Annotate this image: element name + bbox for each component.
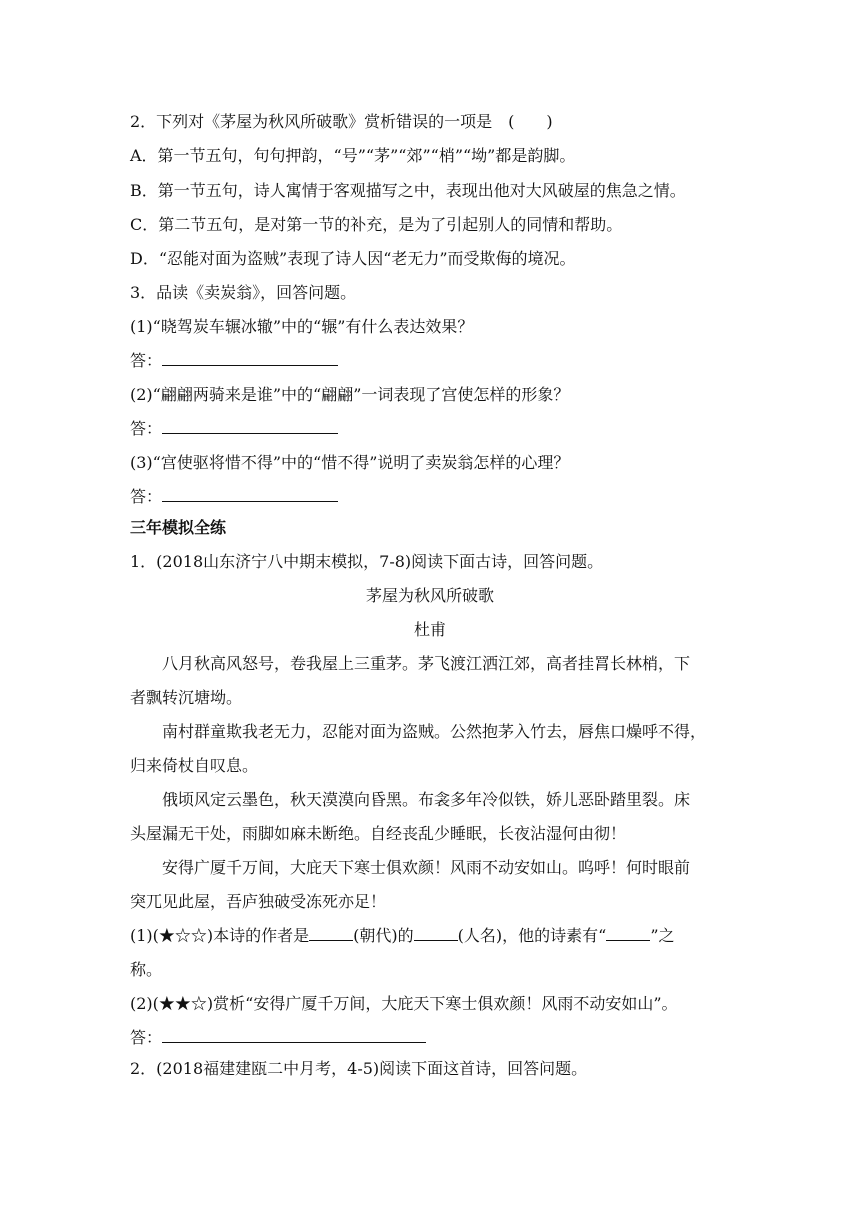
answer-blank	[162, 419, 338, 434]
s1-intro: 1．(2018山东济宁八中期末模拟，7-8)阅读下面古诗，回答问题。	[130, 552, 604, 571]
q3-answer1	[130, 351, 338, 371]
answer-blank	[162, 487, 338, 502]
poem-stanza2-line2: 归来倚杖自叹息。	[130, 756, 259, 775]
poem-stanza3-line2: 头屋漏无干处，雨脚如麻未断绝。自经丧乱少睡眠，长夜沾湿何由彻！	[130, 824, 627, 843]
s1-sub1-prefix: (1)(★☆☆)本诗的作者是	[130, 926, 310, 945]
answer-blank	[162, 1028, 426, 1043]
poem-stanza1-line2: 者飘转沉塘坳。	[130, 688, 243, 707]
s1-sub1	[130, 926, 675, 946]
answer-label: 答：	[130, 351, 163, 370]
poem-stanza2-line1: 南村群童欺我老无力，忍能对面为盗贼。公然抱茅入竹去，唇焦口燥呼不得，	[162, 722, 707, 741]
s1-sub1-mid1: (朝代)的	[353, 926, 414, 945]
s1-sub2: (2)(★★☆)赏析“安得广厦千万间，大庇天下寒士俱欢颜！风雨不动安如山”。	[130, 994, 678, 1013]
q3-sub1: (1)“晓驾炭车辗冰辙”中的“辗”有什么表达效果？	[130, 317, 474, 336]
poem-stanza4-line2: 突兀见此屋，吾庐独破受冻死亦足！	[130, 892, 387, 911]
section-title: 三年模拟全练	[130, 518, 227, 537]
q2-option-a: A．第一节五句，句句押韵，“号”“茅”“郊”“梢”“坳”都是韵脚。	[130, 146, 576, 165]
q3-sub2: (2)“翩翩两骑来是谁”中的“翩翩”一词表现了宫使怎样的形象？	[130, 385, 570, 404]
answer-label: 答：	[130, 487, 163, 506]
s1-sub1-mid2: (人名)，他的诗素有“	[457, 926, 607, 945]
q3-answer2	[130, 419, 338, 439]
fill-blank-name	[414, 926, 458, 941]
q3-stem: 3．品读《卖炭翁》，回答问题。	[130, 283, 357, 302]
q2-option-b: B．第一节五句，诗人寓情于客观描写之中，表现出他对大风破屋的焦急之情。	[130, 181, 686, 200]
poem-stanza3-line1: 俄顷风定云墨色，秋天漠漠向昏黑。布衾多年冷似铁，娇儿恶卧踏里裂。床	[162, 790, 691, 809]
poem-author: 杜甫	[413, 620, 446, 639]
q3-sub3: (3)“宫使驱将惜不得”中的“惜不得”说明了卖炭翁怎样的心理？	[130, 453, 570, 472]
answer-blank	[162, 351, 338, 366]
fill-blank-dynasty	[309, 926, 353, 941]
poem-stanza1-line1: 八月秋高风怒号，卷我屋上三重茅。茅飞渡江洒江郊，高者挂罥长林梢，下	[162, 654, 691, 673]
s2-intro: 2．(2018福建建瓯二中月考，4-5)阅读下面这首诗，回答问题。	[130, 1059, 588, 1078]
fill-blank-title	[606, 926, 650, 941]
poem-stanza4-line1: 安得广厦千万间，大庇天下寒士俱欢颜！风雨不动安如山。呜呼！何时眼前	[162, 858, 691, 877]
q3-answer3	[130, 487, 338, 507]
answer-label: 答：	[130, 419, 163, 438]
q2-option-d: D．“忍能对面为盗贼”表现了诗人因“老无力”而受欺侮的境况。	[130, 249, 576, 268]
s1-sub1-cont: 称。	[130, 960, 163, 979]
poem-title: 茅屋为秋风所破歌	[365, 586, 494, 605]
q2-stem: 2．下列对《茅屋为秋风所破歌》赏析错误的一项是 ( )	[130, 112, 553, 131]
s1-answer2	[130, 1028, 426, 1048]
q2-option-c: C．第二节五句，是对第一节的补充，是为了引起别人的同情和帮助。	[130, 215, 623, 234]
s1-sub1-end: ”之	[650, 926, 675, 945]
answer-label: 答：	[130, 1028, 163, 1047]
